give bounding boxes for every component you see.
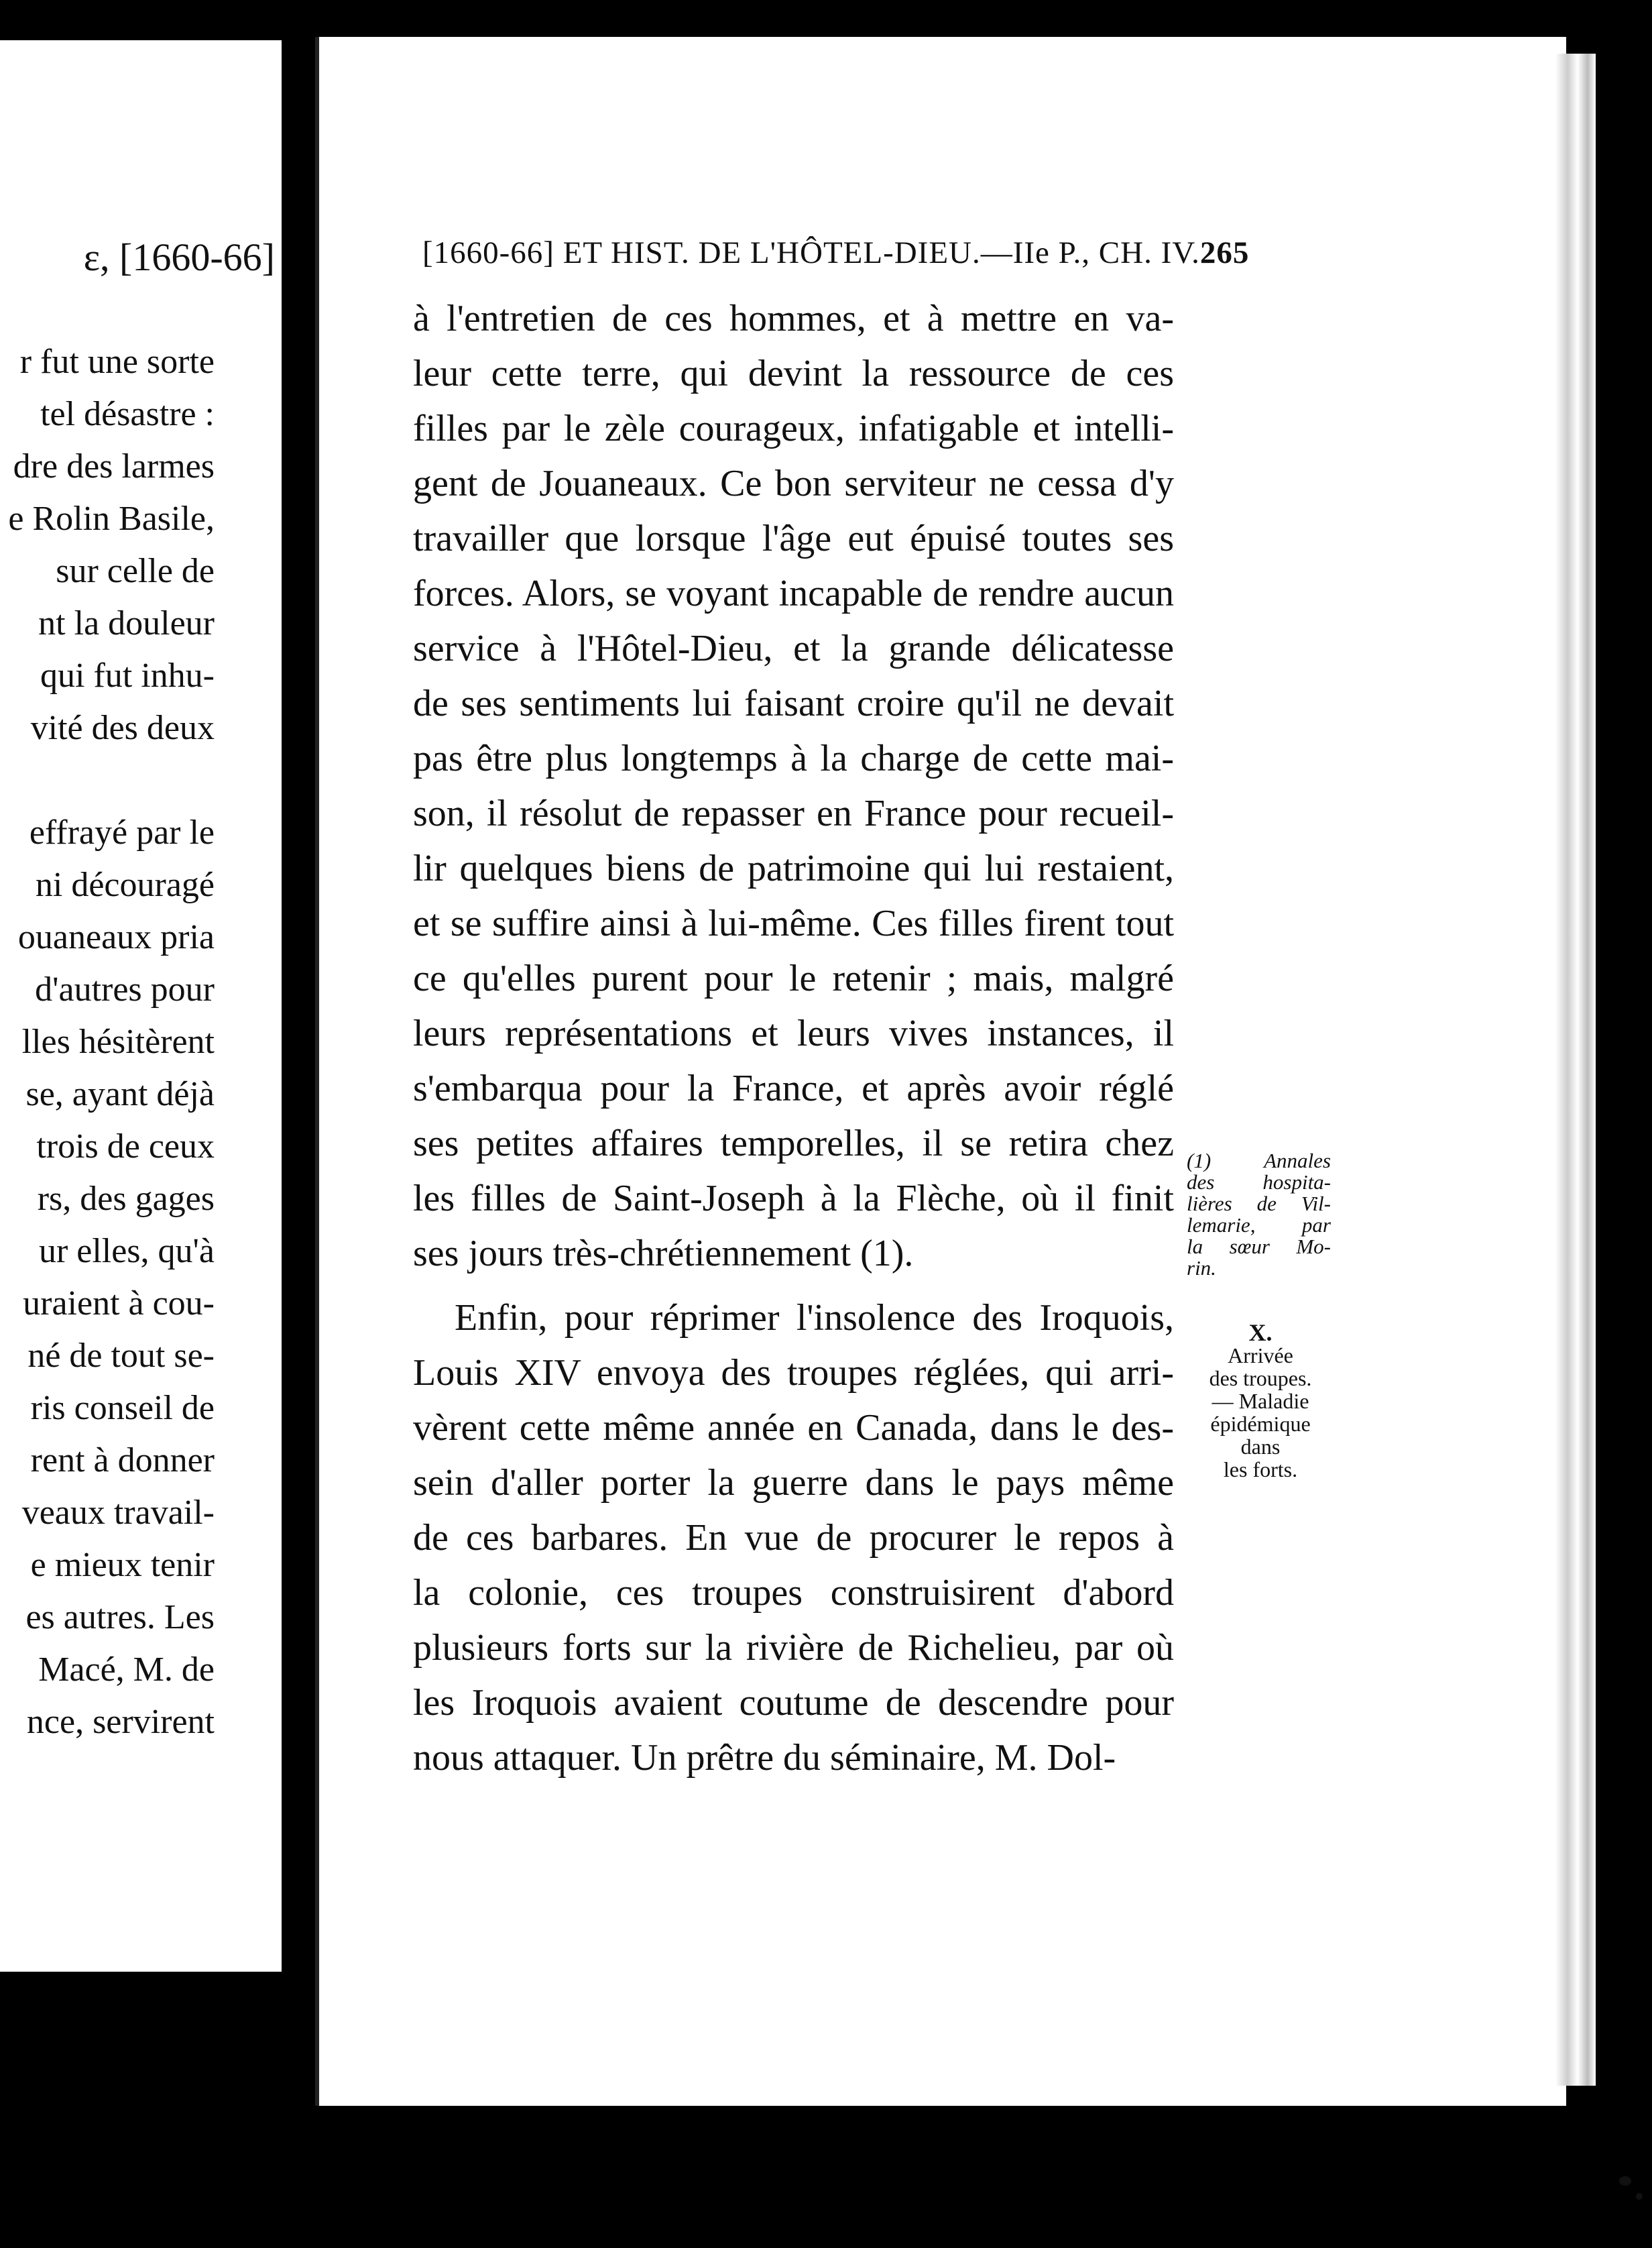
body-line: service à l'Hôtel-Dieu, et la grande délicatesse — [413, 628, 1174, 669]
body-line: les filles de Saint-Joseph à la Flèche, où il finit — [413, 1178, 1174, 1219]
footnote-line: des hospita- — [1187, 1170, 1331, 1194]
section-note-line: — Maladie — [1212, 1389, 1309, 1413]
body-line: ce qu'elles purent pour le retenir ; mais, malgré — [413, 958, 1174, 999]
section-number: X. — [1248, 1319, 1273, 1346]
body-line: sein d'aller porter la guerre dans le pays même — [413, 1462, 1174, 1504]
page-edge — [1555, 54, 1596, 2086]
section-note-line: les forts. — [1223, 1457, 1298, 1481]
left-page-line: trois de ceux — [36, 1127, 215, 1166]
left-page-line: vité des deux — [30, 709, 215, 747]
body-line: plusieurs forts sur la rivière de Richelieu, par où — [413, 1627, 1174, 1669]
body-line: pas être plus longtemps à la charge de cette mai- — [413, 738, 1174, 779]
ink-speck — [1619, 2176, 1631, 2186]
running-header — [422, 235, 1250, 271]
body-line: ses jours très-chrétiennement (1). — [413, 1233, 914, 1274]
left-page-line: e mieux tenir — [30, 1546, 215, 1584]
left-page-line: veaux travail- — [21, 1494, 215, 1532]
footnote-line: lemarie, par — [1187, 1213, 1331, 1237]
left-page-line: Macé, M. de — [38, 1650, 215, 1689]
body-line: vèrent cette même année en Canada, dans le des- — [413, 1407, 1174, 1449]
left-page-line: tel désastre : — [40, 395, 215, 433]
body-line: travailler que lorsque l'âge eut épuisé toutes ses — [413, 518, 1174, 559]
left-page-line: rs, des gages — [37, 1180, 215, 1218]
body-line: les Iroquois avaient coutume de descendre pour — [413, 1682, 1174, 1724]
left-page-line: rent à donner — [30, 1441, 215, 1479]
left-page-line: d'autres pour — [35, 970, 215, 1009]
body-line: filles par le zèle courageux, infatigable et intelli- — [413, 408, 1174, 449]
body-line: leurs représentations et leurs vives instances, il — [413, 1013, 1174, 1054]
section-note-line: des troupes. — [1209, 1366, 1312, 1390]
running-header-title: [1660-66] ET HIST. DE L'HÔTEL-DIEU.—IIe P., CH. IV. — [422, 235, 1200, 270]
body-line: son, il résolut de repasser en France pour recueil- — [413, 793, 1174, 834]
body-line: leur cette terre, qui devint la ressource de ces — [413, 353, 1174, 394]
left-page-line: ur elles, qu'à — [38, 1232, 215, 1270]
body-line: lir quelques biens de patrimoine qui lui restaient, — [413, 848, 1174, 889]
left-page-line: effrayé par le — [29, 813, 215, 852]
left-page — [0, 40, 282, 1972]
left-page-line: qui fut inhu- — [40, 657, 215, 695]
body-line: la colonie, ces troupes construisirent d'abord — [413, 1572, 1174, 1614]
left-page-line: r fut une sorte — [19, 343, 215, 381]
left-page-line: dre des larmes — [13, 447, 215, 486]
body-line: de ces barbares. En vue de procurer le repos à — [413, 1517, 1174, 1559]
left-page-line: lles hésitèrent — [21, 1023, 215, 1061]
footnote-line: rin. — [1187, 1256, 1216, 1280]
footnote-line: la sœur Mo- — [1187, 1235, 1331, 1258]
body-line: Louis XIV envoya des troupes réglées, qui arri- — [413, 1352, 1174, 1394]
left-page-line: e Rolin Basile, — [8, 500, 215, 538]
page-number: 265 — [1199, 235, 1250, 270]
left-page-line: nt la douleur — [38, 604, 215, 642]
body-line: s'embarqua pour la France, et après avoir réglé — [413, 1068, 1174, 1109]
section-note-line: épidémique — [1210, 1412, 1311, 1436]
body-line: forces. Alors, se voyant incapable de rendre aucun — [413, 573, 1174, 614]
footnote-line: lières de Vil- — [1187, 1192, 1331, 1215]
left-page-line: sur celle de — [56, 552, 215, 590]
body-line: nous attaquer. Un prêtre du séminaire, M. Dol- — [413, 1737, 1116, 1779]
body-line: de ses sentiments lui faisant croire qu'il ne devait — [413, 683, 1174, 724]
section-note-line: dans — [1240, 1435, 1281, 1459]
body-line: et se suffire ainsi à lui-même. Ces filles firent tout — [413, 903, 1174, 944]
left-page-line: nce, servirent — [26, 1703, 215, 1741]
left-page-line: se, ayant déjà — [25, 1075, 215, 1113]
section-marginal-note — [1187, 1321, 1334, 1481]
left-page-header: ɛ, [1660-66] — [83, 235, 275, 279]
left-page-line: uraient à cou- — [23, 1284, 215, 1323]
body-line: Enfin, pour réprimer l'insolence des Iroquois, — [455, 1297, 1174, 1339]
section-note-line: Arrivée — [1228, 1343, 1293, 1367]
left-page-line: es autres. Les — [25, 1598, 215, 1636]
left-page-line: ni découragé — [35, 866, 215, 904]
body-line: ses petites affaires temporelles, il se retira chez — [413, 1123, 1174, 1164]
footnote-line: (1) Annales — [1187, 1149, 1331, 1172]
left-page-line: ris conseil de — [30, 1389, 215, 1427]
footnote — [1187, 1150, 1331, 1279]
body-line: gent de Jouaneaux. Ce bon serviteur ne cessa d'y — [413, 463, 1174, 504]
ink-speck — [1636, 2193, 1643, 2200]
body-line: à l'entretien de ces hommes, et à mettre en va- — [413, 298, 1174, 339]
left-page-line: né de tout se- — [27, 1337, 215, 1375]
left-page-line: ouaneaux pria — [17, 918, 215, 956]
